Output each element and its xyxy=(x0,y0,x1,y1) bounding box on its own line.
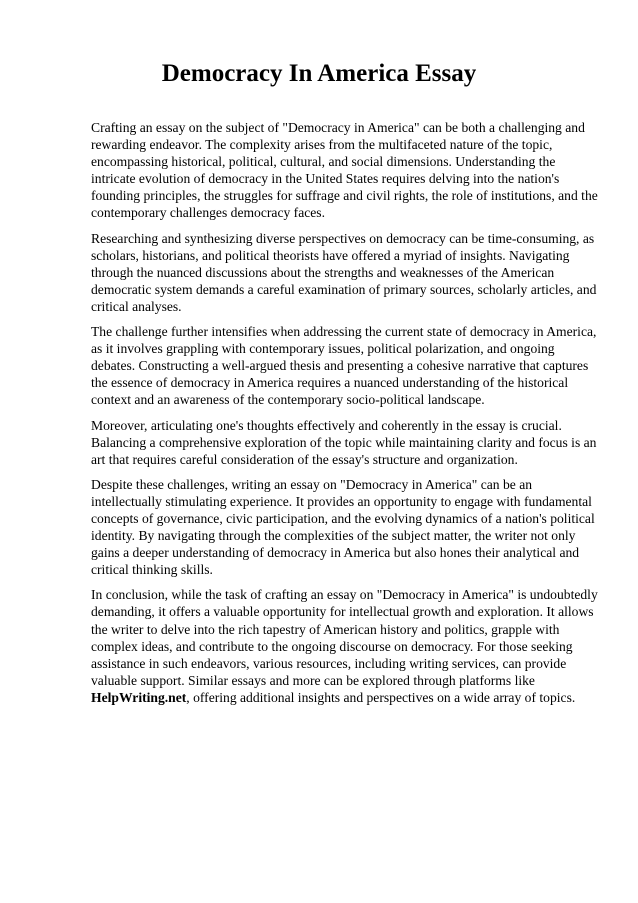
paragraph-research: Researching and synthesizing diverse perspectives on democracy can be time-consuming, as scholars, historians, and political theorists have offered a myriad of insights. Navigating through the nuanced discussions about the strengths and weaknesses of the American democratic system demands a careful examination of primary sources, scholarly articles, and critical analyses. xyxy=(91,230,597,314)
paragraph-challenge: The challenge further intensifies when addressing the current state of democracy in America, as it involves grappling with contemporary issues, political polarization, and ongoing debates. Constructing a well-argued thesis and presenting a cohesive narrative that captures the essence of democracy in America requires a nuanced understanding of the historical context and an awareness of the contemporary socio-political landscape. xyxy=(91,324,597,408)
paragraph-intro: Crafting an essay on the subject of "Democracy in America" can be both a challenging and rewarding endeavor. The complexity arises from the multifaceted nature of the topic, encompassing historical, political, cultural, and social dimensions. Understanding the intricate evolution of democracy in the United States requires delving into the nation's founding principles, the struggles for suffrage and civil rights, the role of institutions, and the contemporary challenges democracy faces. xyxy=(91,120,598,221)
paragraph-articulation: Moreover, articulating one's thoughts effectively and coherently in the essay is crucial. Balancing a comprehensive exploration of the topic while maintaining clarity and focus is an art that requires careful consideration of the essay's structure and organization. xyxy=(91,417,597,467)
essay-body xyxy=(91,119,599,714)
paragraph-experience: Despite these challenges, writing an essay on "Democracy in America" can be an intellectually stimulating experience. It provides an opportunity to engage with fundamental concepts of governance, civic participation, and the evolving dynamics of a nation's political identity. By navigating through the complexities of the subject matter, the writer not only gains a deeper understanding of democracy in America but also hones their analytical and critical thinking skills. xyxy=(91,476,595,578)
conclusion-text-before: In conclusion, while the task of crafting an essay on "Democracy in America" is undoubtedly demanding, it offers a valuable opportunity for intellectual growth and exploration. It allows the writer to delve into the rich tapestry of American history and politics, grapple with complex ideas, and contribute to the ongoing discourse on democracy. For those seeking assistance in such endeavors, various resources, including writing services, can provide valuable support. Similar essays and more can be explored through platforms like xyxy=(91,587,598,688)
paragraph-conclusion xyxy=(91,586,599,706)
page-title: Democracy In America Essay xyxy=(161,60,477,87)
helpwriting-link[interactable]: HelpWriting.net xyxy=(91,689,187,705)
conclusion-text-after: , offering additional insights and perspectives on a wide array of topics. xyxy=(186,689,576,705)
